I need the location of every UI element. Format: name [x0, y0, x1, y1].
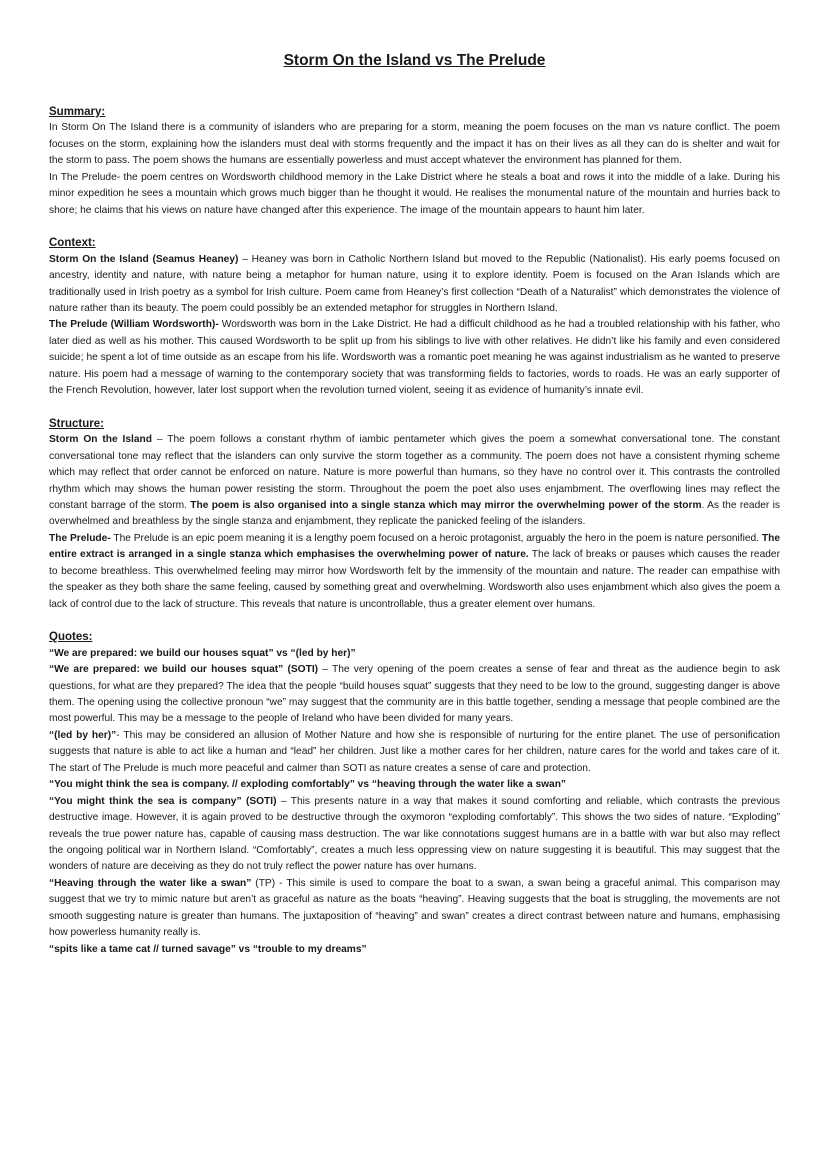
context-section: [49, 235, 780, 400]
quote-pair-3: “spits like a tame cat // turned savage” vs “trouble to my dreams”: [49, 943, 367, 955]
structure-section: [49, 416, 780, 613]
quote-1-label: “We are prepared: we build our houses squat” (SOTI): [49, 664, 319, 676]
structure-paragraph-soti: [49, 432, 780, 531]
quote-3-text: – This presents nature in a way that makes it sound comforting and reliable, which contrasts the previous destructive image. However, it is again proved to be destructive through the oxymoron “exploding comfortably”. This shows the two sides of nature. “Exploding” reveals the true power nature has, capable of causing mass destruction. The war like connotations suggest humans are in a battle with war but also may reflect the ongoing political war in Northern Island. “Comfortably”, creates a much less oppressing view on nature suggesting it is beautiful. This may suggest that the wonders of nature are deceiving as they do not truly reflect the power nature has over humans.: [49, 795, 780, 873]
quote-pair-2: “You might think the sea is company. // exploding comfortably” vs “heaving through the water like a swan”: [49, 779, 567, 791]
summary-paragraph-prelude: In The Prelude- the poem centres on Wordsworth childhood memory in the Lake District where he steals a boat and rows it into the middle of a lake. During his minor expedition he sees a mountain which grows much bigger than he thought it would. He realises the monumental nature of the mountain and hurries back to shore; he claims that his views on nature have changed after this experience. The image of the mountain appears to haunt him later.: [49, 171, 780, 216]
quote-pair-heading: [49, 777, 780, 793]
quote-2-text: - This may be considered an allusion of Mother Nature and how she is responsible of nurturing for the entire planet. The use of personification suggests that nature is able to act like a human and “lead” her children. Just like a mother cares for her children, nature cares for the world and takes care of it. The start of The Prelude is much more peaceful and calmer than SOTI as nature creates a sense of care and protection.: [49, 729, 780, 774]
context-paragraph-prelude: [49, 317, 780, 399]
structure-heading: Structure:: [49, 417, 104, 430]
structure-prelude-text: The Prelude is an epic poem meaning it is a lengthy poem focused on a heroic protagonist, arguably the hero in the poem is nature personified.: [110, 532, 762, 544]
page-title: Storm On the Island vs The Prelude: [283, 52, 546, 69]
quotes-heading: Quotes:: [49, 631, 93, 644]
quote-4-text: (TP) - This simile is used to compare the boat to a swan, a swan being a graceful animal. This comparison may suggest that we try to mimic nature but aren’t as graceful as nature as the boats “heaving”. Heaving suggests that the boat is struggling, the movements are not smooth suggesting nature is greater than humans. The juxtaposition of “heaving” and swan” creates a direct contrast between nature and humans, emphasising how powerless humanity really is.: [49, 877, 780, 939]
quote-analysis: [49, 728, 780, 777]
quote-pair-heading: [49, 942, 780, 958]
quote-pair-1: “We are prepared: we build our houses squat” vs “(led by her)”: [49, 647, 356, 659]
quotes-section: [49, 629, 780, 958]
structure-prelude-emphasis: The entire extract is arranged in a single stanza which emphasises the overwhelming power of nature.: [49, 532, 781, 561]
quote-2-label: “(led by her)”: [49, 729, 117, 741]
context-soti-text: – Heaney was born in Catholic Northern Island but moved to the Republic (Nationalist). His early poems focused on ancestry, identity and nature, with nature being a metaphor for human nature, using it to explore identity. Poem is focused on the Aran Islands which are traditionally used in Irish poetry as a symbol for Irish culture. Poem came from Heaney’s first collection “Death of a Naturalist” which demonstrates the violence of nature rather than its beauty. The poem could possibly be an extended metaphor for struggles in Northern Island.: [49, 253, 780, 314]
structure-prelude-text-end: The lack of breaks or pauses which causes the reader to become breathless. This overwhelmed feeling may mirror how Wordsworth felt by the immensity of the mountain and nature. The reader can empathise with the speaker as they both share the same feeling, caused by something great and overwhelming. Wordsworth also uses enjambment which also gives the poem a lack of control due to the lack of structure. This reveals that nature is uncontrollable, thus a greater element over humans.: [49, 549, 780, 610]
quote-analysis: [49, 662, 780, 728]
quote-analysis: [49, 794, 780, 876]
structure-soti-text-end: . As the reader is overwhelmed and breathless by the single stanza and enjambment, they replicate the panicked feeling of the islanders.: [49, 499, 780, 528]
context-heading: Context:: [49, 237, 96, 250]
structure-soti-emphasis: The poem is also organised into a single stanza which may mirror the overwhelming power of the storm: [190, 499, 702, 511]
summary-section: [49, 104, 780, 219]
quote-4-label: “Heaving through the water like a swan”: [49, 877, 252, 889]
context-prelude-label: The Prelude (William Wordsworth)-: [49, 319, 219, 331]
summary-paragraph-soti: In Storm On The Island there is a community of islanders who are preparing for a storm, meaning the poem focuses on the man vs nature conflict. The poem focuses on the storm, explaining how the islanders must deal with storms frequently and the impact it has on their lives as all they can do is shelter and wait for the storm to pass. The poem shows the humans are essentially powerless and must accept whatever the environment has planned for them.: [49, 122, 780, 167]
summary-heading: Summary:: [49, 106, 106, 118]
context-prelude-text: Wordsworth was born in the Lake District. He had a difficult childhood as he had a troubled relationship with his father, who later died as well as his mother. This caused Wordsworth to be split up from his siblings to live with other relatives. He didn’t like his family and even considered suicide; he spent a lot of time outside as an escape from his life. Wordsworth was a romantic poet meaning he was against industrialism as he wanted to preserve nature. His poem had a message of warning to the contemporary society that was transforming fields to factories, words to roads. He was an early supporter of the French Revolution, however, later lost support when the revolution turned violent, seeing it as evidence of humanity’s innate evil.: [49, 319, 780, 397]
context-soti-label: Storm On the Island (Seamus Heaney): [49, 253, 239, 265]
quote-analysis: [49, 876, 780, 942]
quote-1-text: – The very opening of the poem creates a sense of fear and threat as the audience begin to ask questions, for what are they prepared? The idea that the people “build houses squat” suggests that they need to be low to the ground, suggesting danger is above them. The opening using the collective pronoun “we” may suggest that the community are in this battle together, sending a message that people combined are the most powerful. This may be a message to the people of Ireland who have been divided for many years.: [49, 664, 781, 725]
structure-soti-text: – The poem follows a constant rhythm of iambic pentameter which gives the poem a somewhat conversational tone. The constant conversational tone may reflect that the islanders can only survive the storm together as a community. The poem does not have a consistent rhyming scheme which may reflect that order cannot be enforced on nature. Nature is more powerful than humans, so they have no control over it. This contrasts the controlled rhythm which may shows the human power resisting the storm. Throughout the poem the poet also uses enjambment. The overflowing lines may reflect the constant barrage of the storm.: [49, 434, 780, 511]
context-paragraph-soti: [49, 252, 780, 318]
quote-pair-heading: [49, 646, 780, 662]
structure-prelude-label: The Prelude-: [49, 532, 111, 544]
document-page: [49, 50, 780, 974]
structure-paragraph-prelude: [49, 531, 780, 613]
structure-soti-label: Storm On the Island: [49, 434, 152, 446]
quote-3-label: “You might think the sea is company” (SOTI): [49, 795, 277, 807]
